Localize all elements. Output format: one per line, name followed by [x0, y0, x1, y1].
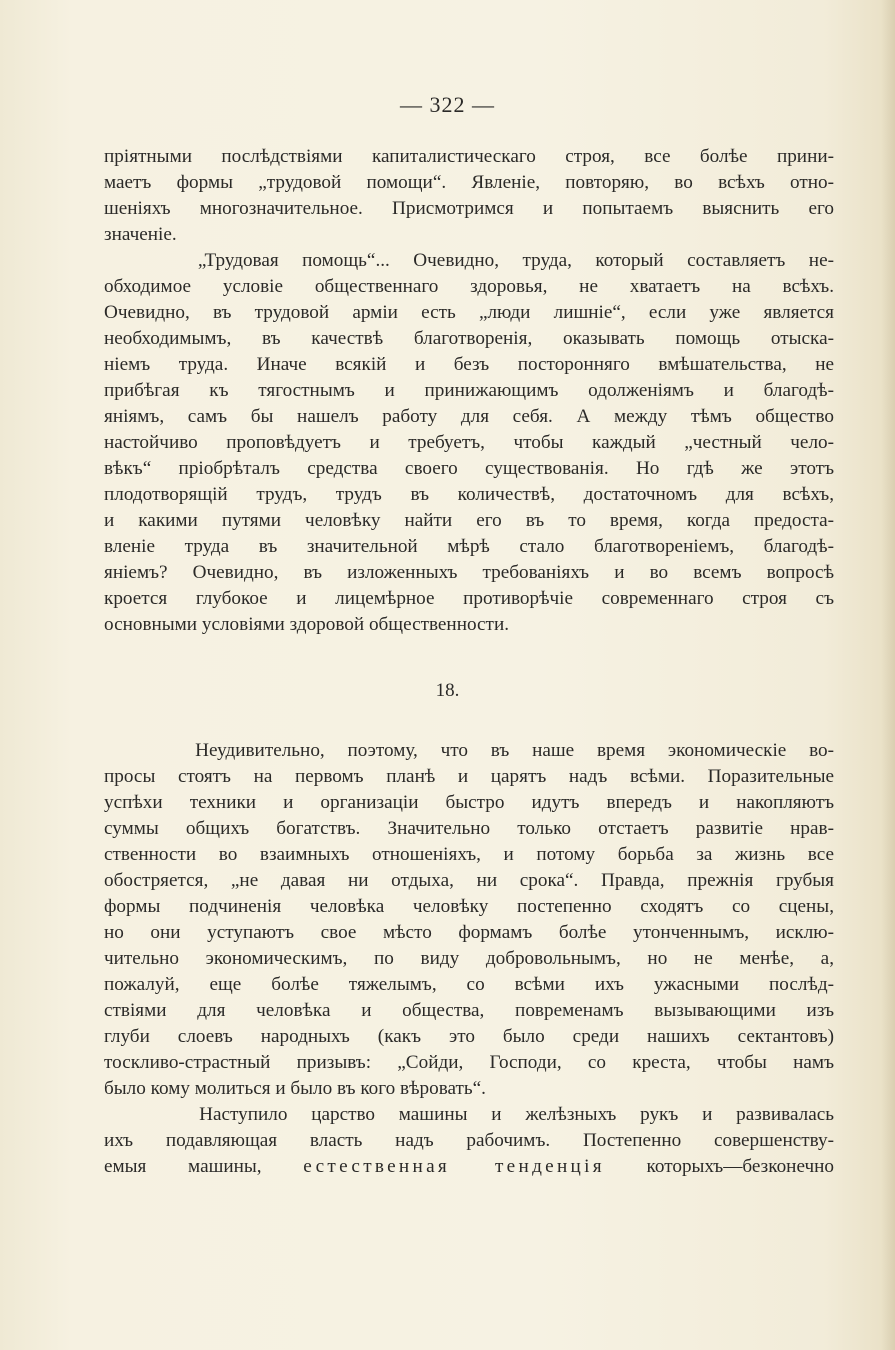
- paragraph-block-upper: [104, 144, 834, 638]
- text-line: ствіями для человѣка и общества, повременамъ вызывающими изъ: [104, 1000, 834, 1021]
- text-line: яніямъ, самъ бы нашелъ работу для себя. А между тѣмъ общество: [104, 406, 834, 427]
- text-line: успѣхи техники и организаціи быстро идутъ впередъ и накопляютъ: [104, 792, 834, 813]
- page-edge-shadow: [881, 0, 895, 1350]
- text-line: чительно экономическимъ, по виду добровольнымъ, но не менѣе, а,: [104, 948, 834, 969]
- text-line: вленіе труда въ значительной мѣрѣ стало благотвореніемъ, благодѣ-: [104, 536, 834, 557]
- text-line: значеніе.: [104, 224, 177, 245]
- text-line: было кому молиться и было въ кого вѣровать“.: [104, 1078, 486, 1099]
- text-line: глуби слоевъ народныхъ (какъ это было среди нашихъ сектантовъ): [104, 1026, 834, 1047]
- text-line: кроется глубокое и лицемѣрное противорѣчіе современнаго строя съ: [104, 588, 834, 609]
- text-line: маетъ формы „трудовой помощи“. Явленіе, повторяю, во всѣхъ отно-: [104, 172, 834, 193]
- page-number: — 322 —: [400, 92, 495, 117]
- text-line: просы стоятъ на первомъ планѣ и царятъ надъ всѣми. Поразительные: [104, 766, 834, 787]
- text-line: настойчиво проповѣдуетъ и требуетъ, чтобы каждый „честный чело-: [104, 432, 834, 453]
- text-line: Очевидно, въ трудовой арміи есть „люди лишніе“, если уже является: [104, 302, 834, 323]
- text-line: суммы общихъ богатствъ. Значительно только отстаетъ развитіе нрав-: [104, 818, 834, 839]
- text-line: яніемъ? Очевидно, въ изложенныхъ требованіяхъ и во всемъ вопросѣ: [104, 562, 834, 583]
- text-line: пожалуй, еще болѣе тяжелымъ, со всѣми ихъ ужасными послѣд-: [104, 974, 834, 995]
- paragraph-block-lower: [104, 738, 834, 1180]
- text-line: плодотворящій трудъ, трудъ въ количествѣ, достаточномъ для всѣхъ,: [104, 484, 834, 505]
- text-line: пріятными послѣдствіями капиталистическаго строя, все болѣе прини-: [104, 146, 834, 167]
- text-line: шеніяхъ многозначительное. Присмотримся и попытаемъ выяснить его: [104, 198, 834, 219]
- text-line: основными условіями здоровой общественности.: [104, 614, 510, 635]
- text-line: ственности во взаимныхъ отношеніяхъ, и потому борьба за жизнь все: [104, 844, 834, 865]
- text-line: тоскливо-страстный призывъ: „Сойди, Господи, со креста, чтобы намъ: [104, 1052, 834, 1073]
- text-line: вѣкъ“ пріобрѣталъ средства своего существованія. Но гдѣ же этотъ: [104, 458, 834, 479]
- text-line: и какими путями человѣку найти его въ то время, когда предоста-: [104, 510, 834, 531]
- text-line: Неудивительно, поэтому, что въ наше время экономическіе во-: [104, 740, 834, 761]
- text-line: ніемъ труда. Иначе всякій и безъ посторонняго вмѣшательства, не: [104, 354, 834, 375]
- text-fragment: которыхъ—безконечно: [646, 1156, 834, 1177]
- text-line-final: [104, 1154, 834, 1180]
- text-line: необходимымъ, въ качествѣ благотворенія, оказывать помощь отыска-: [104, 328, 834, 349]
- text-line: формы подчиненія человѣка человѣку постепенно сходятъ со сцены,: [104, 896, 834, 917]
- text-line: обходимое условіе общественнаго здоровья, не хватаетъ на всѣхъ.: [104, 276, 834, 297]
- text-line: Наступило царство машины и желѣзныхъ рукъ и развивалась: [104, 1104, 834, 1125]
- text-line: обостряется, „не давая ни отдыха, ни срока“. Правда, прежнія грубыя: [104, 870, 834, 891]
- text-fragment: емыя машины,: [104, 1156, 262, 1177]
- text-line: ихъ подавляющая власть надъ рабочимъ. Постепенно совершенству-: [104, 1130, 834, 1151]
- text-line: прибѣгая къ тягостнымъ и принижающимъ одолженіямъ и благодѣ-: [104, 380, 834, 401]
- text-fragment-spaced: естественная тенденція: [303, 1156, 605, 1177]
- text-line: „Трудовая помощь“... Очевидно, труда, который составляетъ не-: [104, 250, 834, 271]
- text-line: но они уступаютъ свое мѣсто формамъ болѣе утонченнымъ, исклю-: [104, 922, 834, 943]
- section-number: 18.: [435, 680, 460, 701]
